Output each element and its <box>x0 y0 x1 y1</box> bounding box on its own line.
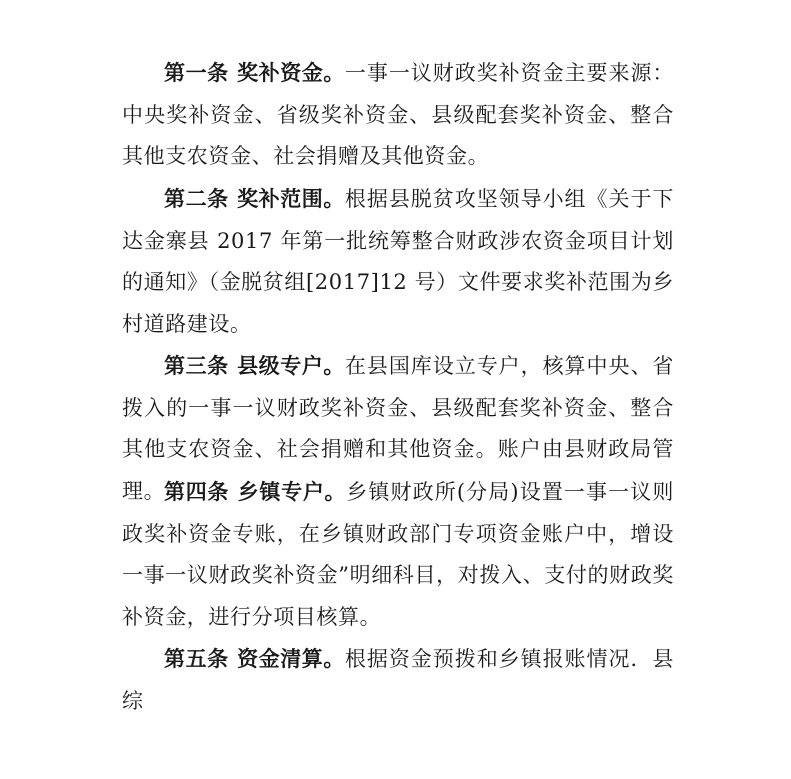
article-4-number: 第四条 <box>164 480 230 504</box>
article-2-number: 第二条 <box>164 187 229 211</box>
article-4-title: 乡镇专户。 <box>237 480 347 504</box>
article-3-text: 在县国库设立专户，核算中央、省拨入的一事一议财政奖补资金、县级配套奖补资金、整合其他支农资金、社会捐赠和其他资金。账户由县财政局管理。 <box>122 354 675 503</box>
article-4-text: 乡镇财政所(分局)设置一事一议则政奖补资金专账，在乡镇财政部门专项资金账户中，增设一事一议财政奖补资金”明细科目，对拨入、支付的财政奖补资金，进行分项目核算。 <box>122 480 675 629</box>
article-3-title: 县级专户。 <box>236 354 345 378</box>
article-1-title: 奖补资金。 <box>236 61 345 85</box>
article-2-title: 奖补范围。 <box>236 187 345 211</box>
article-5-title: 资金清算。 <box>236 647 345 671</box>
article-2 <box>122 179 674 345</box>
article-5-text: 根据资金预拨和乡镇报账情况．县综 <box>122 647 675 713</box>
article-5-number: 第五条 <box>164 647 229 671</box>
article-5 <box>122 639 674 722</box>
article-1 <box>122 53 674 178</box>
article-1-number: 第一条 <box>164 61 229 85</box>
article-2-text: 根据县脱贫攻坚领导小组《关于下达金寨县 2017 年第一批统筹整合财政涉农资金项目计划的通知》（金脱贫组[2017]12 号）文件要求奖补范围为乡村道路建设。 <box>122 187 675 336</box>
article-4 <box>122 472 674 638</box>
article-3-number: 第三条 <box>164 354 229 378</box>
article-1-text: 一事一议财政奖补资金主要来源：中央奖补资金、省级奖补资金、县级配套奖补资金、整合其他支农资金、社会捐赠及其他资金。 <box>122 61 675 168</box>
